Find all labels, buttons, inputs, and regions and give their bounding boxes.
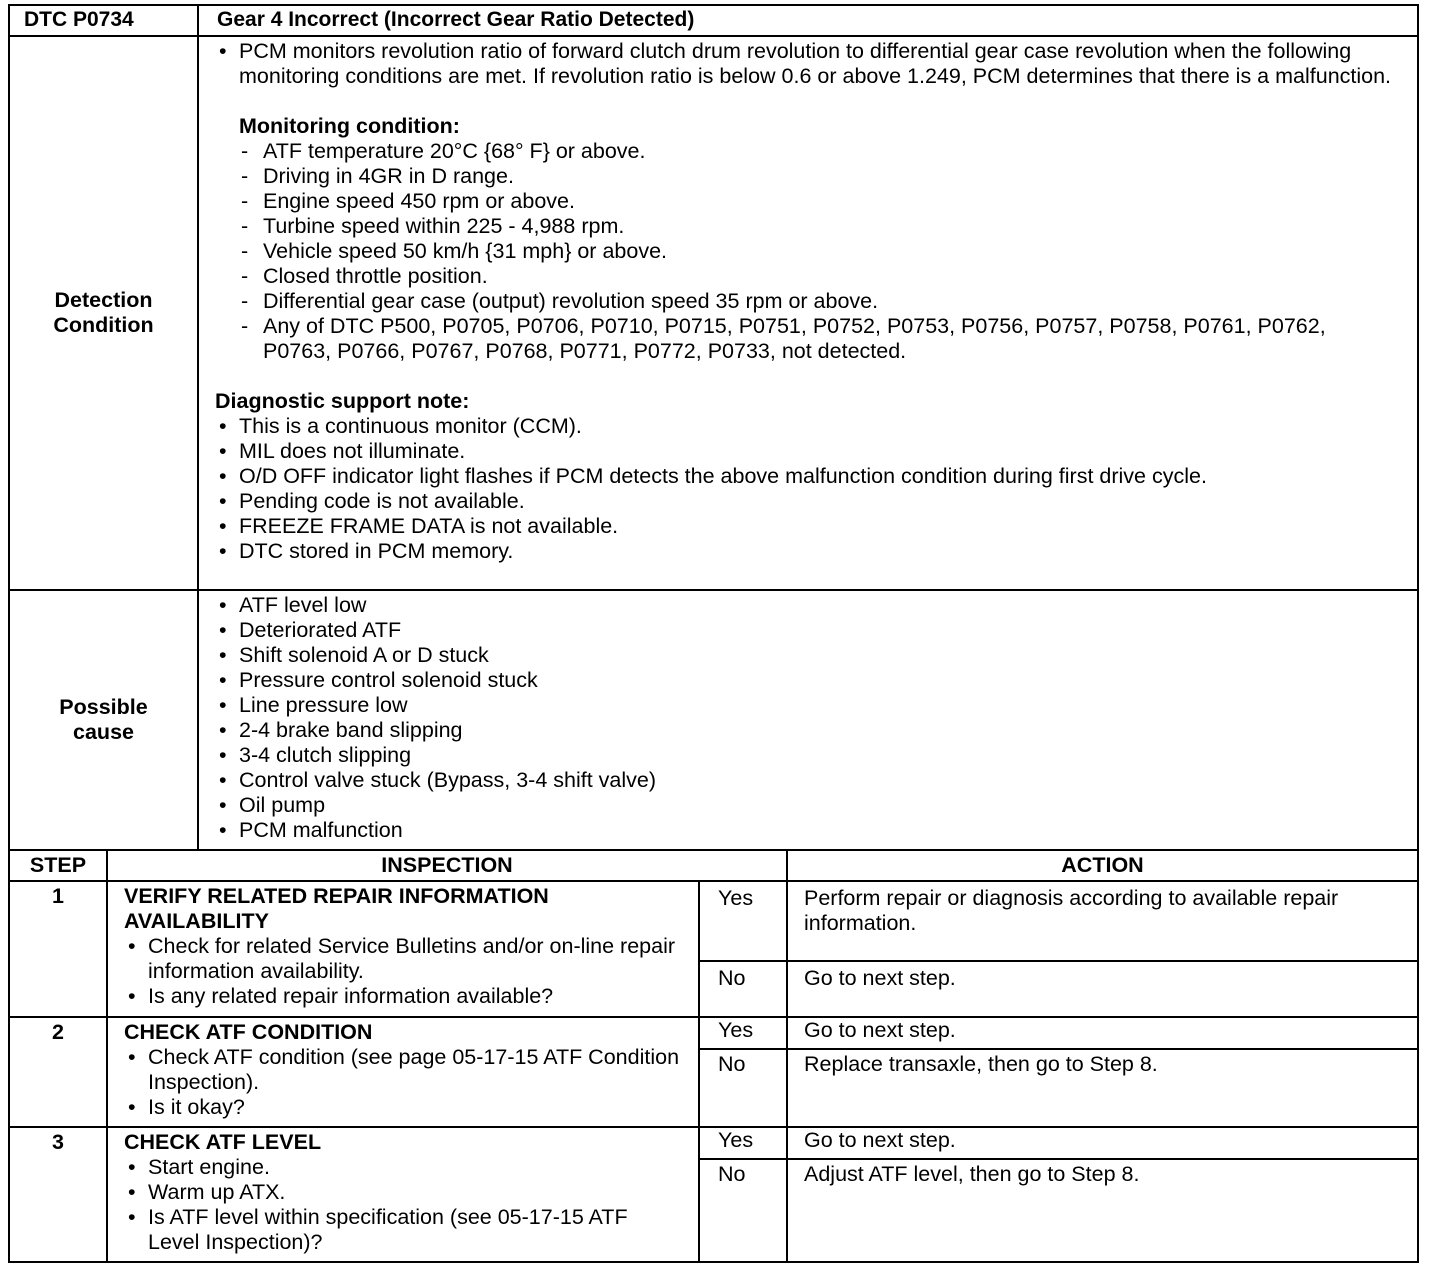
possible-label-line2: cause [73,720,134,744]
possible-cause-row [9,590,1418,850]
monitoring-item: - Vehicle speed 50 km/h {31 mph} or above. [239,239,1397,264]
step-title: CHECK ATF CONDITION [124,1020,373,1044]
step-bullet: • Is it okay? [124,1095,684,1120]
yes-label: Yes [699,1017,787,1049]
yes-action: Go to next step. [787,1017,1418,1049]
yes-label: Yes [699,1127,787,1159]
support-item: • Pending code is not available. [215,489,1397,514]
step-number: 3 [9,1127,107,1262]
step-inspection [107,1127,699,1262]
detection-condition-content [198,36,1418,590]
detection-intro-list [215,39,1397,89]
possible-label-line1: Possible [59,695,148,719]
detection-condition-row [9,36,1418,590]
step-bullets [124,1045,684,1120]
step-inspection [107,881,699,1017]
support-item: • DTC stored in PCM memory. [215,539,1397,564]
no-label: No [699,1159,787,1262]
cause-item: • ATF level low [215,593,1397,618]
yes-action: Perform repair or diagnosis according to available repair information. [787,881,1418,961]
support-item: • FREEZE FRAME DATA is not available. [215,514,1397,539]
detection-label-line2: Condition [53,313,154,337]
cause-item: • 3-4 clutch slipping [215,743,1397,768]
dtc-header-row [9,5,1418,36]
step-bullet: • Start engine. [124,1155,684,1180]
no-label: No [699,1049,787,1127]
no-label: No [699,961,787,1017]
step-bullet: • Is any related repair information available? [124,984,684,1009]
step-column-header: STEP [9,850,107,881]
step-bullets [124,934,684,1009]
step-bullet: • Check ATF condition (see page 05-17-15 ATF Condition Inspection). [124,1045,684,1095]
possible-cause-content [198,590,1418,850]
yes-label: Yes [699,881,787,961]
detection-label-line1: Detection [54,288,153,312]
step-title: CHECK ATF LEVEL [124,1130,322,1154]
step-row [9,881,1418,961]
monitoring-item: - Turbine speed within 225 - 4,988 rpm. [239,214,1397,239]
cause-item: • Line pressure low [215,693,1397,718]
steps-table [8,849,1419,1263]
step-bullet: • Check for related Service Bulletins and/or on-line repair information availability. [124,934,684,984]
monitoring-item: - Any of DTC P500, P0705, P0706, P0710, P0715, P0751, P0752, P0753, P0756, P0757, P0758, P0761, P0762, P0763, P0766, P0767, P0768, P0771, P0772, P0733, not detected. [239,314,1397,364]
cause-item: • Oil pump [215,793,1397,818]
possible-cause-list [215,593,1397,843]
cause-item: • Control valve stuck (Bypass, 3-4 shift valve) [215,768,1397,793]
monitoring-item: - Driving in 4GR in D range. [239,164,1397,189]
support-heading: Diagnostic support note: [215,389,470,413]
no-action: Adjust ATF level, then go to Step 8. [787,1159,1418,1262]
no-action: Go to next step. [787,961,1418,1017]
steps-header-row [9,850,1418,881]
step-number: 1 [9,881,107,1017]
step-bullet: • Warm up ATX. [124,1180,684,1205]
dtc-info-table [8,4,1419,851]
step-row [9,1017,1418,1049]
support-item: • MIL does not illuminate. [215,439,1397,464]
monitoring-item: - ATF temperature 20°C {68° F} or above. [239,139,1397,164]
monitoring-heading: Monitoring condition: [239,114,460,138]
step-title: VERIFY RELATED REPAIR INFORMATION AVAILABILITY [124,884,549,933]
cause-item: • PCM malfunction [215,818,1397,843]
step-number: 2 [9,1017,107,1127]
cause-item: • 2-4 brake band slipping [215,718,1397,743]
dtc-document [8,4,1417,1263]
cause-item: • Shift solenoid A or D stuck [215,643,1397,668]
monitoring-item: - Closed throttle position. [239,264,1397,289]
yes-action: Go to next step. [787,1127,1418,1159]
detection-condition-label [9,36,198,590]
support-item: • O/D OFF indicator light flashes if PCM detects the above malfunction condition during first drive cycle. [215,464,1397,489]
support-item: • This is a continuous monitor (CCM). [215,414,1397,439]
step-bullet: • Is ATF level within specification (see 05-17-15 ATF Level Inspection)? [124,1205,684,1255]
detection-intro: • PCM monitors revolution ratio of forward clutch drum revolution to differential gear case revolution when the following monitoring conditions are met. If revolution ratio is below 0.6 or above 1.249, PCM determines that there is a malfunction. [215,39,1397,89]
monitoring-item: - Engine speed 450 rpm or above. [239,189,1397,214]
step-bullets [124,1155,684,1255]
dtc-code: DTC P0734 [9,5,198,36]
cause-item: • Pressure control solenoid stuck [215,668,1397,693]
action-column-header: ACTION [787,850,1418,881]
cause-item: • Deteriorated ATF [215,618,1397,643]
no-action: Replace transaxle, then go to Step 8. [787,1049,1418,1127]
possible-cause-label [9,590,198,850]
monitoring-item: - Differential gear case (output) revolution speed 35 rpm or above. [239,289,1397,314]
inspection-column-header: INSPECTION [107,850,787,881]
dtc-title: Gear 4 Incorrect (Incorrect Gear Ratio Detected) [198,5,1418,36]
support-list [215,414,1397,564]
step-inspection [107,1017,699,1127]
step-row [9,1127,1418,1159]
monitoring-list [215,139,1397,364]
